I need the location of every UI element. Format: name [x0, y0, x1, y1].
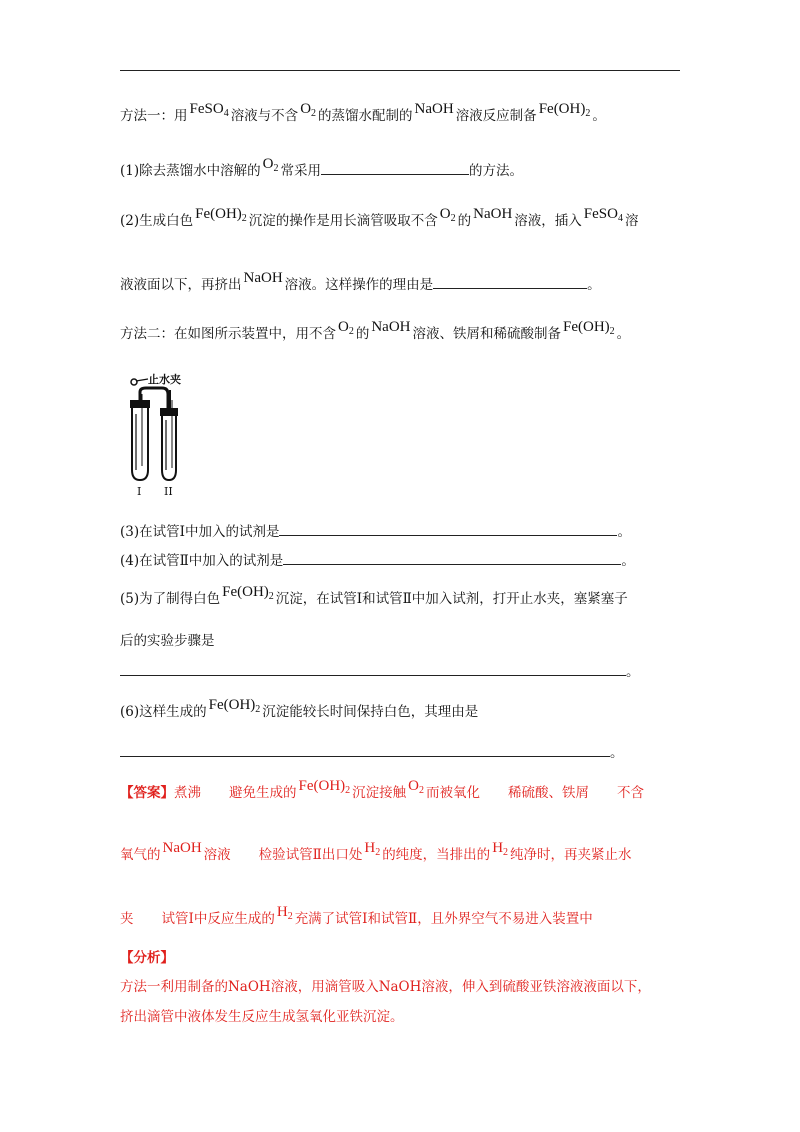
text: 。 [587, 277, 601, 293]
text: 避免生成的 [229, 785, 297, 801]
formula-o2: $O_2$ [262, 156, 279, 174]
formula-naoh: NaOH [414, 101, 454, 117]
text: 溶液、铁屑和稀硫酸制备 [412, 326, 561, 342]
formula-feoh2: $Fe(OH)_2$ [298, 778, 351, 796]
text: 液液面以下，再挤出 [120, 277, 242, 293]
top-rule [120, 70, 680, 71]
text: 方法一：用 [120, 108, 188, 124]
text: 溶液 [203, 847, 231, 863]
text: 。 [621, 553, 635, 569]
answer-tag: 【答案】 [120, 785, 174, 801]
question-1 [120, 156, 523, 183]
question-5 [120, 584, 628, 611]
text: (3)在试管Ⅰ中加入的试剂是 [120, 524, 280, 540]
text: 沉淀，在试管Ⅰ和试管Ⅱ中加入试剂，打开止水夹，塞紧塞子 [275, 591, 628, 607]
analysis-tag: 【分析】 [120, 950, 174, 966]
question-6-blank-line [120, 742, 624, 763]
text: 沉淀能较长时间保持白色，其理由是 [262, 704, 479, 720]
formula-o2: $O_2$ [408, 778, 424, 796]
text: (1)除去蒸馏水中溶解的 [120, 163, 261, 179]
question-5-cont [120, 631, 215, 651]
formula-h2: $H_2$ [364, 840, 381, 858]
formula-feoh2: $Fe(OH)_2$ [195, 206, 247, 224]
text: (4)在试管Ⅱ中加入的试剂是 [120, 553, 284, 569]
text: 常采用 [280, 163, 321, 179]
text: 挤出滴管中液体发生反应生成氢氧化亚铁沉淀。 [120, 1009, 404, 1025]
answer-blank[interactable] [283, 550, 621, 565]
text: (5)为了制得白色 [120, 591, 221, 607]
answer-line-3 [120, 904, 593, 931]
text: 。 [616, 326, 631, 342]
text: 的方法。 [468, 163, 523, 179]
text: 煮沸 [174, 785, 201, 801]
formula-naoh: NaOH [473, 206, 513, 222]
answer-line-2 [120, 840, 632, 867]
apparatus-drawing [126, 370, 196, 498]
text: 。 [626, 664, 640, 680]
text: 的 [457, 213, 472, 229]
text: 的 [355, 326, 370, 342]
text: 试管Ⅰ中反应生成的 [161, 911, 275, 927]
answer-blank[interactable] [120, 742, 610, 757]
formula-feso4: FeSO$_4$ [583, 206, 623, 224]
text: (2)生成白色 [120, 213, 194, 229]
text: 溶液反应制备 [455, 108, 537, 124]
question-5-blank-line [120, 661, 640, 682]
analysis-tag-line [120, 948, 174, 968]
text: 。 [617, 524, 631, 540]
answer-blank[interactable] [433, 274, 587, 289]
tube-label-1: I [137, 485, 142, 498]
formula-naoh: NaOH [371, 319, 411, 335]
formula-o2: $O_2$ [439, 206, 456, 224]
method2-line [120, 319, 631, 346]
formula-o2: $O_2$ [300, 101, 317, 119]
analysis-paragraph-2 [120, 1007, 404, 1027]
text: 。 [592, 108, 606, 124]
text: 检验试管Ⅱ出口处 [258, 847, 363, 863]
formula-naoh: NaOH [162, 840, 202, 856]
question-4 [120, 550, 635, 571]
answer-blank[interactable] [279, 521, 617, 536]
text: 。 [610, 745, 624, 761]
text: 溶液，插入 [514, 213, 582, 229]
formula-feoh2: $Fe(OH)_2$ [538, 101, 591, 119]
clamp-label: 止水夹 [148, 373, 181, 386]
text: 方法一利用制备的NaOH溶液，用滴管吸入NaOH溶液，伸入到硫酸亚铁溶液液面以下， [120, 979, 651, 995]
question-2 [120, 206, 639, 233]
answer-line-1 [120, 778, 644, 805]
answer-blank[interactable] [120, 661, 626, 676]
text: 沉淀的操作是用长滴管吸取不含 [248, 213, 438, 229]
question-6 [120, 697, 479, 724]
text: 纯净时，再夹紧止水 [510, 847, 632, 863]
text: 夹 [120, 911, 134, 927]
formula-h2: $H_2$ [492, 840, 509, 858]
formula-naoh: NaOH [243, 270, 283, 286]
text: 方法二：在如图所示装置中，用不含 [120, 326, 336, 342]
formula-o2: $O_2$ [338, 319, 354, 337]
text: 的蒸馏水配制的 [318, 108, 413, 124]
text: 充满了试管Ⅰ和试管Ⅱ，且外界空气不易进入装置中 [294, 911, 593, 927]
method1-line [120, 101, 606, 128]
formula-feso4: FeSO$_4$ [189, 101, 229, 119]
text: (6)这样生成的 [120, 704, 207, 720]
text: 溶 [624, 213, 639, 229]
text: 氧气的 [120, 847, 161, 863]
answer-blank[interactable] [321, 160, 469, 175]
text: 稀硫酸、铁屑 [508, 785, 589, 801]
text: 溶液与不含 [230, 108, 299, 124]
tube-label-2: II [164, 485, 173, 498]
text: 溶液。这样操作的理由是 [284, 277, 434, 293]
analysis-paragraph-1 [120, 977, 651, 997]
text: 的纯度，当排出的 [382, 847, 491, 863]
formula-h2: $H_2$ [276, 904, 293, 922]
formula-feoh2: $Fe(OH)_2$ [222, 584, 274, 602]
text: 不含 [617, 785, 644, 801]
question-3 [120, 521, 631, 542]
formula-feoh2: $Fe(OH)_2$ [563, 319, 615, 337]
apparatus-figure [126, 370, 196, 498]
text: 后的实验步骤是 [120, 633, 215, 649]
formula-feoh2: $Fe(OH)_2$ [208, 697, 261, 715]
question-2-cont [120, 270, 601, 295]
text: 而被氧化 [426, 785, 480, 801]
text: 沉淀接触 [352, 785, 407, 801]
